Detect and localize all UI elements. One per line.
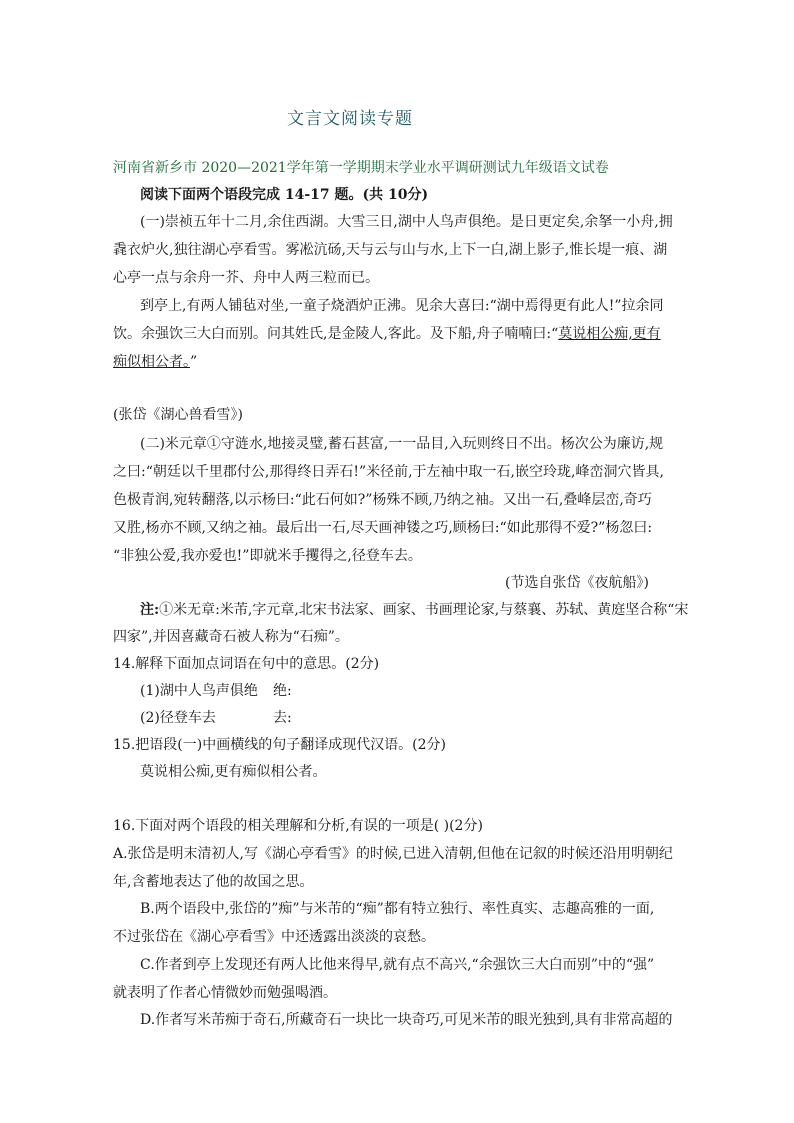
option-b-line: 不过张岱在《湖心亭看雪》中还透露出淡淡的哀愁。 — [113, 929, 435, 945]
underlined-sentence: 莫说相公痴,更有 — [558, 326, 661, 342]
passage2-line: 之曰:“朝廷以千里郡付公,那得终日弄石!”米径前,于左袖中取一石,嵌空玲珑,峰峦洞穴皆具, — [113, 464, 664, 480]
note-text: ①米无章:米芾,字元章,北宋书法家、画家、书画理论家,与蔡襄、苏轼、黄庭坚合称“宋 — [159, 602, 689, 618]
note-label: 注: — [140, 602, 160, 618]
option-c-line: C.作者到亭上发现还有两人比他来得早,就有点不高兴,“余强饮三大白而别”中的“强” — [140, 957, 655, 973]
passage1-text: ” — [190, 354, 198, 370]
option-a-line: 年,含蓄地表达了他的故国之思。 — [113, 874, 314, 890]
citation: (张岱《湖心兽看雪》) — [113, 407, 243, 423]
question-16: 16.下面对两个语段的相关理解和分析,有误的一项是( )(2分) — [113, 818, 483, 834]
passage1-line — [113, 324, 661, 344]
passage2-line: (二)米元章①守涟水,地接灵璧,蓄石甚富,一一品目,入玩则终日不出。杨次公为廉访,规 — [140, 436, 664, 452]
option-c-line: 就表明了作者心情微妙而勉强喝酒。 — [113, 985, 337, 1001]
passage2-line: 又胜,杨亦不顾,又纳之袖。最后出一石,尽天画神镂之巧,顾杨曰:“如此那得不爱?”杨忽曰: — [113, 520, 653, 536]
instruction: 阅读下面两个语段完成 14-17 题。(共 10分) — [140, 187, 429, 203]
page-title: 文言文阅读专题 — [287, 109, 413, 129]
passage1-line: 毳衣炉火,独往湖心亭看雪。雾凇沆砀,天与云与山与水,上下一白,湖上影子,惟长堤一痕、湖 — [113, 242, 668, 258]
option-b-line: B.两个语段中,张岱的”痴”与米芾的“痴”都有特立独行、率性真实、志趣高雅的一面, — [140, 901, 655, 917]
question-14-answer-2: 去: — [273, 710, 292, 726]
citation: (节选自张岱《夜航船》) — [505, 575, 649, 591]
question-15-sentence: 莫说相公痴,更有痴似相公者。 — [140, 764, 327, 780]
option-d-line: D.作者写米芾痴于奇石,所藏奇石一块比一块奇巧,可见米芾的眼光独到,具有非常高超的 — [140, 1012, 673, 1028]
question-14-item-2: (2)径登车去 — [140, 710, 216, 726]
question-14-answer-1: 绝: — [273, 683, 292, 699]
question-14-item-1: (1)湖中人鸟声俱绝 — [140, 683, 258, 699]
passage2-line: 色极青润,宛转翻落,以示杨曰:“此石何如?”杨殊不顾,乃纳之袖。又出一石,叠峰层峦,奇巧 — [113, 492, 652, 508]
exam-source: 河南省新乡市 2020—2021学年第一学期期末学业水平调研测试九年级语文试卷 — [113, 160, 609, 176]
passage1-line: (一)崇祯五年十二月,余住西湖。大雪三日,湖中人鸟声俱绝。是日更定矣,余拏一小舟,拥 — [140, 214, 673, 230]
passage1-line: 到亭上,有两人铺毡对坐,一童子烧酒炉正沸。见余大喜曰:“湖中焉得更有此人!”拉余同 — [140, 298, 664, 314]
passage1-line — [113, 352, 197, 372]
note-line: 四家”,并因喜藏奇石被人称为“石痴”。 — [113, 629, 349, 645]
option-a-line: A.张岱是明末清初人,写《湖心亭看雪》的时候,已进入清朝,但他在记叙的时候还沿用明朝纪 — [113, 846, 673, 862]
question-15: 15.把语段(一)中画横线的句子翻译成现代汉语。(2分) — [113, 737, 447, 753]
passage1-line: 心亭一点与余舟一芥、舟中人两三粒而已。 — [113, 270, 379, 286]
passage1-text: 饮。余强饮三大白而别。问其姓氏,是金陵人,客此。及下船,舟子喃喃曰:“ — [113, 326, 559, 342]
note-line — [140, 600, 688, 620]
passage2-line: “非独公爱,我亦爱也!”即就米手攫得之,径登车去。 — [113, 548, 422, 564]
question-14: 14.解释下面加点词语在句中的意思。(2分) — [113, 656, 380, 672]
underlined-sentence: 痴似相公者。 — [113, 354, 190, 370]
